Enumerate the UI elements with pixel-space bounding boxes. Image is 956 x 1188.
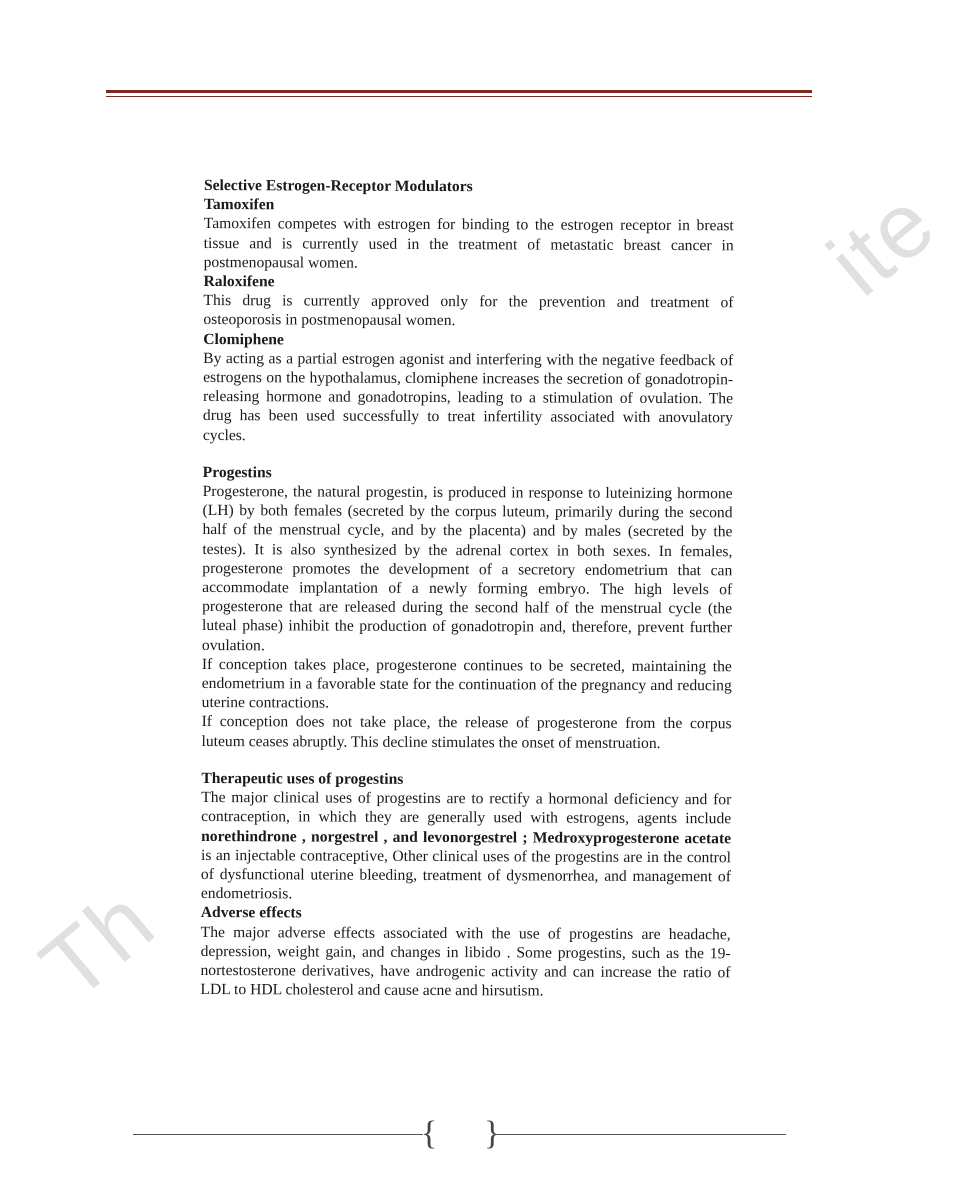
drug-medroxyprogesterone: Medroxyprogesterone acetate	[532, 828, 732, 847]
therapeutic-paragraph	[201, 788, 731, 906]
tamoxifen-paragraph: Tamoxifen competes with estrogen for binding to the estrogen receptor in breast tissue and is currently used in the treatment of metastatic breast cancer in postmenopausal women.	[203, 215, 734, 272]
footer-rule-left	[133, 1134, 423, 1135]
adverse-paragraph: The major adverse effects associated with the use of progestins are headache, depression, weight gain, and changes in libido . Some progestins, such as the 19-nortestosterone derivatives, have androgenic activity and can increase the ratio of LDL to HDL cholesterol and cause acne and hirsutism.	[200, 923, 731, 1000]
separator-3: ;	[517, 828, 533, 846]
drug-levonorgestrel: levonorgestrel	[422, 828, 518, 846]
footer-bracket-left: {	[421, 1115, 438, 1152]
raloxifene-heading: Raloxifene	[203, 273, 275, 291]
document-body	[200, 176, 734, 1002]
therapeutic-intro: The major clinical uses of progestins are to rectify a hormonal deficiency and for contraception, in which they are generally used with estrogens, agents include	[201, 789, 732, 828]
serm-heading: Selective Estrogen-Receptor Modulators	[203, 176, 473, 196]
footer-bracket-right: }	[484, 1115, 501, 1152]
therapeutic-rest: is an injectable contraceptive, Other clinical uses of the progestins are in the control of dysfunctional uterine bleeding, treatment of dysmenorrhea, and management of endometriosis.	[200, 846, 732, 903]
progestins-paragraph-2: If conception takes place, progesterone continues to be secreted, maintaining the endometrium in a favorable state for the continuation of the pregnancy and reducing uterine contractions.	[201, 655, 732, 712]
drug-norgestrel: norgestrel	[311, 827, 379, 846]
tamoxifen-heading: Tamoxifen	[203, 196, 275, 214]
progestins-paragraph-1: Progesterone, the natural progestin, is produced in response to luteinizing hormone (LH) by both females (secreted by the corpus luteum, primarily during the second half of the menstrual cycle, and by the placenta) and by males (secreted by the testes). It is also synthesized by the adrenal cortex in both sexes. In females, progesterone promotes the development of a secretory endometrium that can accommodate implantation of a newly forming embryo. The high levels of progesterone that are released during the second half of the menstrual cycle (the luteal phase) inhibit the production of gonadotropin and, therefore, prevent further ovulation.	[201, 483, 733, 654]
clomiphene-heading: Clomiphene	[203, 330, 284, 348]
adverse-heading: Adverse effects	[200, 904, 302, 922]
progestins-heading: Progestins	[202, 463, 272, 482]
raloxifene-paragraph: This drug is currently approved only for the prevention and treatment of osteoporosis in postmenopausal women.	[203, 292, 734, 330]
drug-norethindrone: norethindrone	[201, 827, 297, 845]
separator-2: , and	[378, 828, 424, 846]
progestins-paragraph-3: If conception does not take place, the release of progesterone from the corpus luteum ceases abruptly. This decline stimulates the onset of menstruation.	[201, 713, 732, 752]
footer-rule-right	[494, 1134, 786, 1135]
watermark-right: ite	[809, 170, 955, 316]
separator-1: ,	[296, 827, 312, 845]
therapeutic-heading: Therapeutic uses of progestins	[201, 769, 404, 788]
clomiphene-paragraph: By acting as a partial estrogen agonist and interfering with the negative feedback of estrogens on the hypothalamus, clomiphene increases the secretion of gonadotropin-releasing hormone and gonadotropins, leading to a stimulation of ovulation. The drug has been used successfully to treat infertility associated with anovulatory cycles.	[202, 349, 734, 444]
watermark-left: Th	[22, 869, 174, 1019]
header-rule	[106, 90, 812, 97]
